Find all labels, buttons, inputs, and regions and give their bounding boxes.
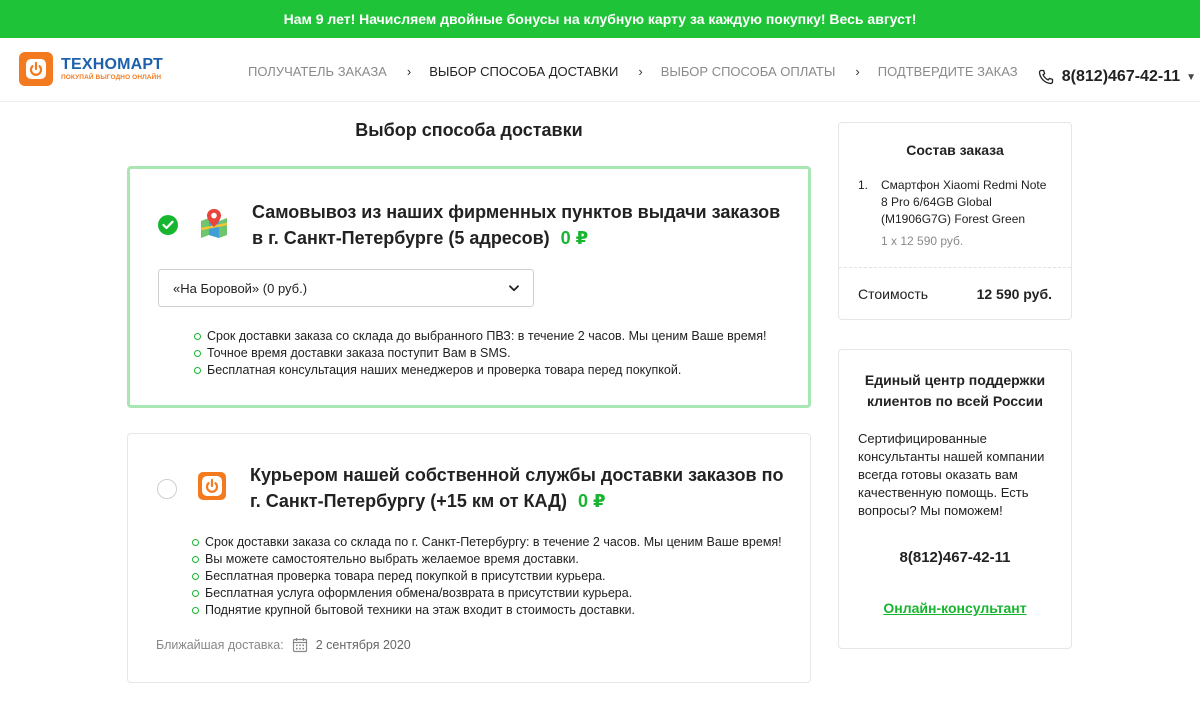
power-icon	[19, 52, 53, 86]
page-title: Выбор способа доставки	[355, 120, 583, 140]
option-title-text: Курьером нашей собственной службы доставки заказов по г. Санкт-Петербургу (+15 км от КАД)	[250, 465, 784, 511]
support-phone[interactable]: 8(812)467-42-11	[899, 549, 1011, 566]
list-item: Вы можете самостоятельно выбрать желаемое время доставки.	[192, 551, 782, 568]
order-total-label: Стоимость	[858, 286, 929, 302]
delivery-option-pickup[interactable]	[127, 166, 811, 408]
option-price: 0 ₽	[578, 491, 606, 511]
nearest-delivery-label: Ближайшая доставка:	[156, 638, 284, 652]
phone-icon	[1038, 69, 1054, 85]
promo-banner	[0, 0, 1200, 38]
support-title: Единый центр поддержки клиентов по всей России	[864, 372, 1046, 409]
logo[interactable]	[19, 52, 163, 86]
list-item: Поднятие крупной бытовой техники на этаж входит в стоимость доставки.	[192, 602, 782, 619]
calendar-icon[interactable]	[292, 637, 308, 653]
order-title: Состав заказа	[906, 142, 1004, 158]
list-item: Бесплатная услуга оформления обмена/возврата в присутствии курьера.	[192, 585, 782, 602]
order-total-value: 12 590 руб.	[976, 286, 1052, 302]
promo-text: Нам 9 лет! Начисляем двойные бонусы на клубную карту за каждую покупку! Весь август!	[283, 11, 917, 27]
pickup-point-value: «На Боровой» (0 руб.)	[173, 280, 308, 296]
chevron-right-icon: ›	[855, 64, 860, 79]
order-item-name[interactable]: Смартфон Xiaomi Redmi Note 8 Pro 6/64GB Global (M1906G7G) Forest Green	[881, 178, 1047, 226]
option-bullets	[194, 328, 767, 379]
order-item-number: 1.	[858, 178, 869, 192]
radio-pickup[interactable]	[158, 215, 178, 235]
support-card	[838, 349, 1072, 649]
chevron-down-icon[interactable]: ▼	[1186, 71, 1196, 83]
divider	[839, 267, 1071, 268]
order-item-qty: 1 x 12 590 руб.	[881, 234, 964, 248]
logo-name: ТЕХНОМАРТ	[61, 55, 164, 73]
header-phone-number: 8(812)467-42-11	[1061, 68, 1181, 85]
chevron-right-icon: ›	[638, 64, 643, 79]
step-recipient[interactable]: ПОЛУЧАТЕЛЬ ЗАКАЗА	[248, 64, 387, 79]
order-item	[858, 177, 1051, 228]
list-item: Бесплатная консультация наших менеджеров и проверка товара перед покупкой.	[194, 362, 767, 379]
delivery-option-courier[interactable]	[127, 433, 811, 683]
chevron-down-icon	[509, 285, 519, 292]
list-item: Срок доставки заказа со склада по г. Санкт-Петербургу: в течение 2 часов. Мы ценим Ваше время!	[192, 534, 782, 551]
pickup-point-select[interactable]	[158, 269, 534, 307]
option-title	[250, 462, 790, 514]
chevron-right-icon: ›	[406, 64, 412, 79]
option-title	[252, 199, 792, 251]
header	[0, 38, 1200, 102]
list-item: Точное время доставки заказа поступит Вам в SMS.	[194, 345, 767, 362]
order-total	[858, 286, 1052, 302]
checkout-steps	[248, 64, 1018, 79]
support-text: Сертифицированные консультанты нашей компании всегда готовы оказать вам качественную помощь. Есть вопросы? Мы поможем!	[858, 431, 1045, 518]
step-confirm[interactable]: ПОДТВЕРДИТЕ ЗАКАЗ	[877, 64, 1018, 79]
order-summary	[838, 122, 1072, 320]
power-icon	[198, 472, 226, 500]
check-icon	[162, 220, 174, 230]
option-price: 0 ₽	[560, 228, 589, 248]
header-phone[interactable]	[1038, 68, 1196, 86]
logo-slogan: ПОКУПАЙ ВЫГОДНО ОНЛАЙН	[61, 73, 162, 81]
option-title-text: Самовывоз из наших фирменных пунктов выдачи заказов в г. Санкт-Петербурге (5 адресов)	[252, 202, 781, 248]
step-delivery[interactable]: ВЫБОР СПОСОБА ДОСТАВКИ	[429, 64, 619, 79]
step-payment[interactable]: ВЫБОР СПОСОБА ОПЛАТЫ	[660, 64, 836, 79]
map-pin-icon	[198, 207, 230, 239]
nearest-delivery-date[interactable]: 2 сентября 2020	[315, 638, 411, 652]
list-item: Срок доставки заказа со склада до выбранного ПВЗ: в течение 2 часов. Мы ценим Ваше время!	[194, 328, 767, 345]
list-item: Бесплатная проверка товара перед покупкой в присутствии курьера.	[192, 568, 782, 585]
radio-courier[interactable]	[157, 479, 177, 499]
nearest-delivery	[156, 637, 411, 653]
option-bullets	[192, 534, 782, 619]
online-consultant-link[interactable]: Онлайн-консультант	[883, 600, 1027, 616]
